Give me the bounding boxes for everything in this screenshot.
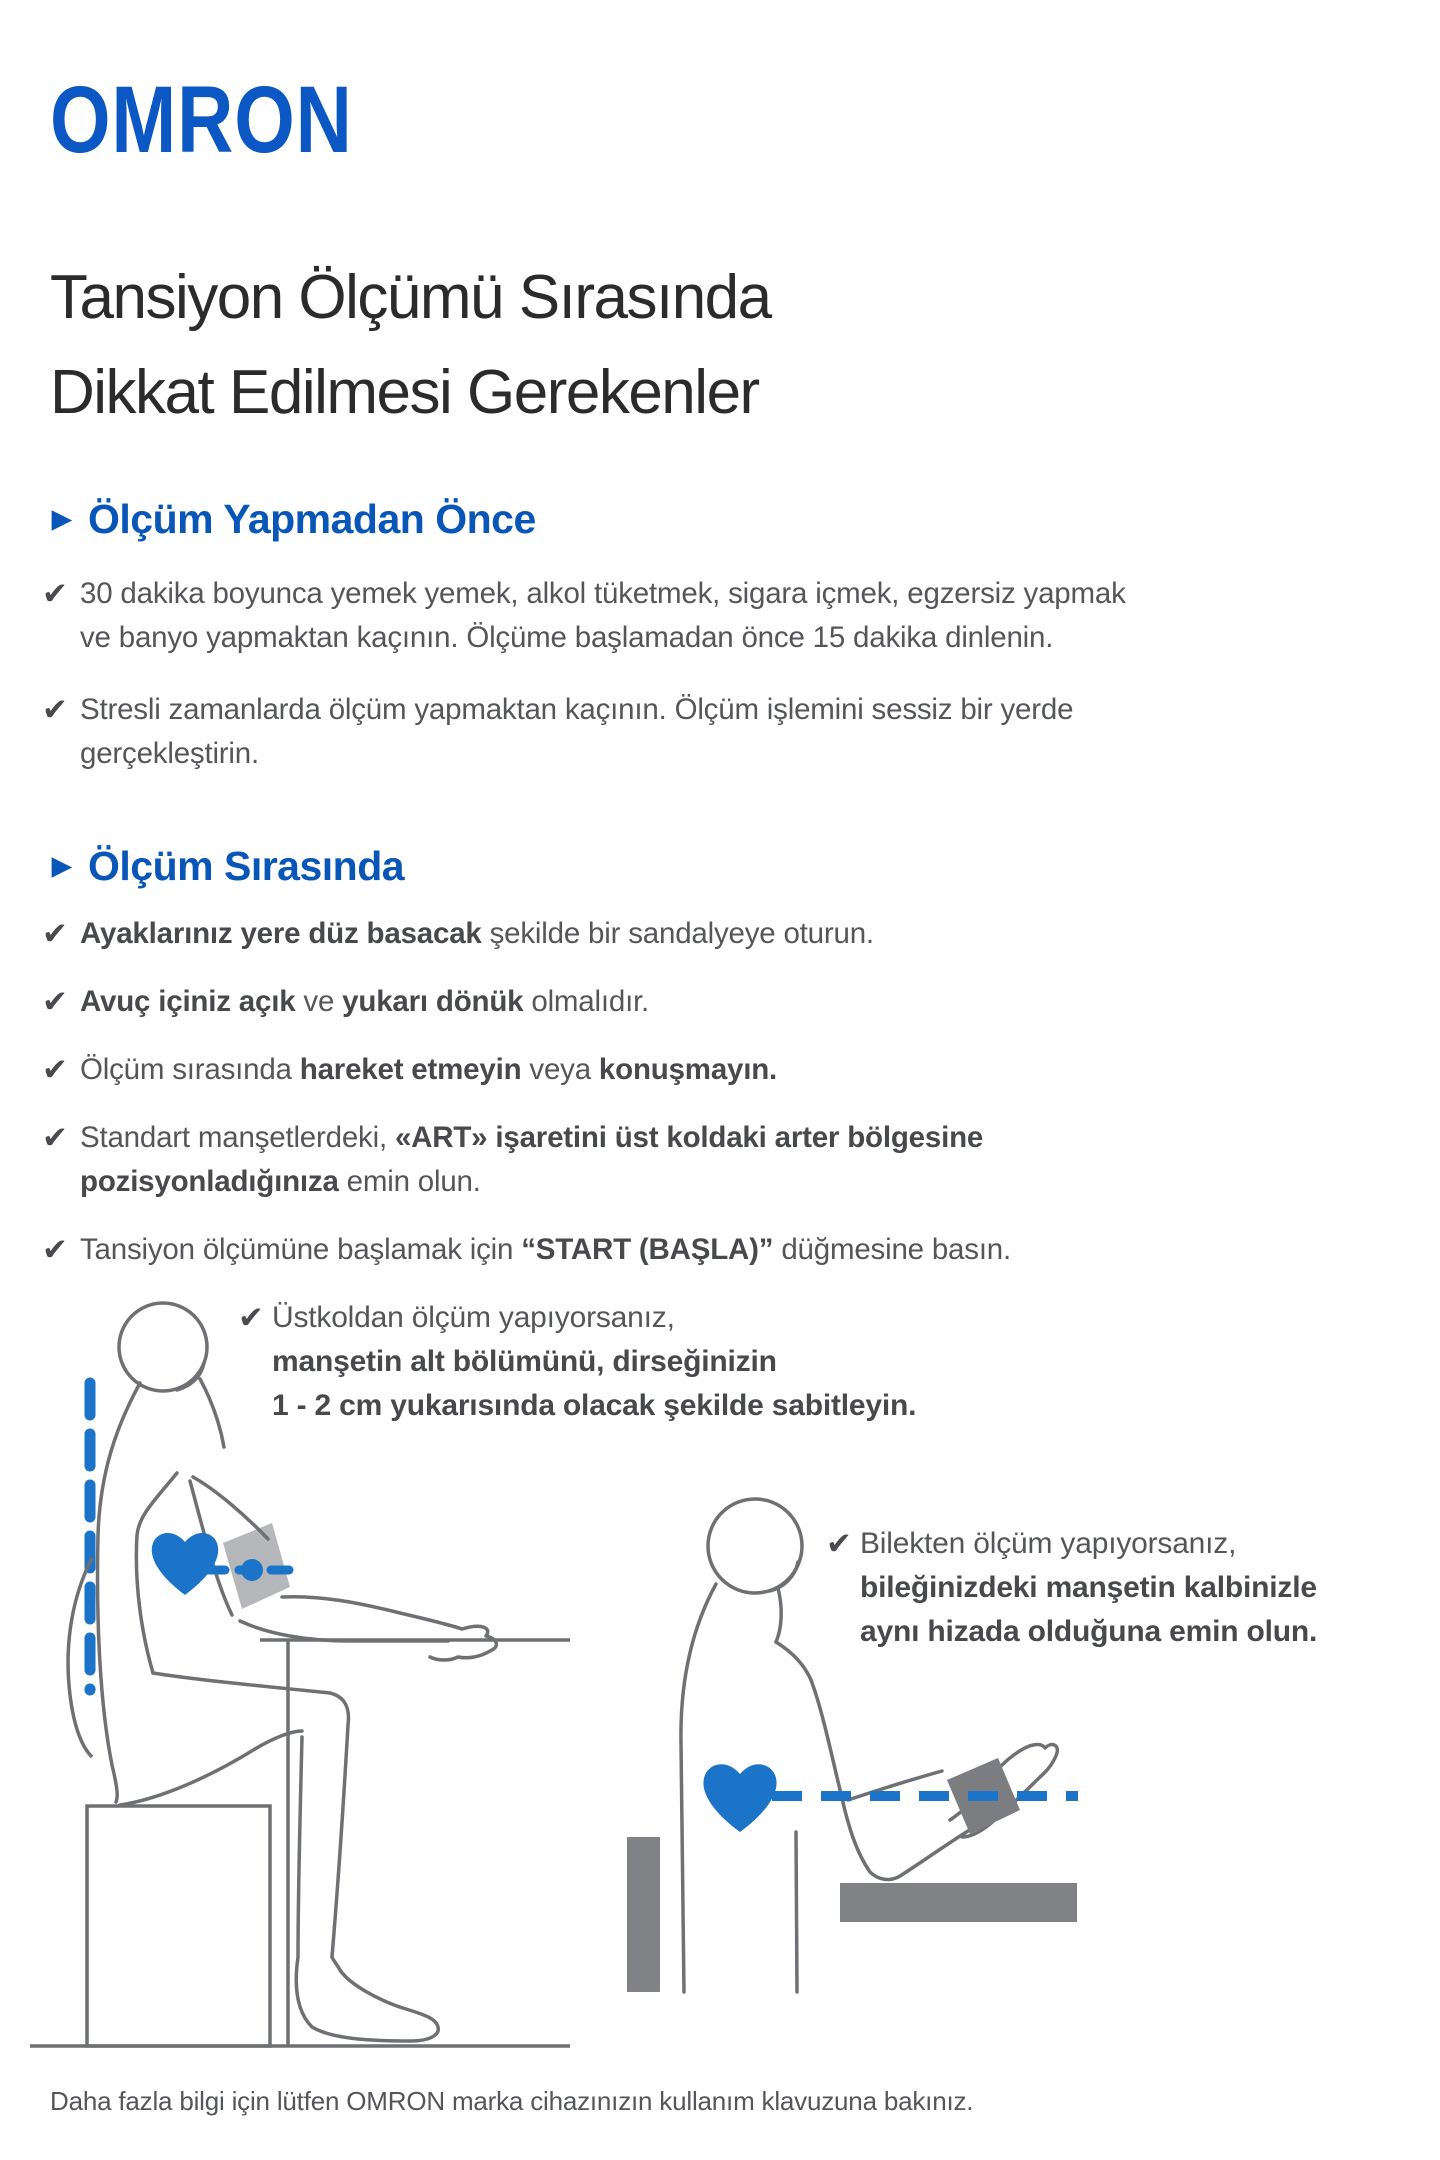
stool: [87, 1806, 270, 2046]
list-item-text: 30 dakika boyunca yemek yemek, alkol tüketmek, sigara içmek, egzersiz yapmak: [80, 577, 1126, 610]
list-item: [42, 572, 1410, 660]
triangle-bullet-icon: ▶: [52, 505, 71, 533]
list-item: [42, 1228, 1410, 1272]
list-item-text: düğmesine basın.: [773, 1233, 1012, 1266]
list-item-text: olmalıdır.: [523, 985, 650, 1018]
upper-arm-note: [238, 1296, 916, 1428]
note-line: manşetin alt bölümünü, dirseğinizin: [272, 1345, 777, 1378]
page-title-line1: Tansiyon Ölçümü Sırasında: [50, 263, 771, 332]
list-item-text: Stresli zamanlarda ölçüm yapmaktan kaçının. Ölçüm işlemini sessiz bir yerde: [80, 693, 1074, 726]
list-item-text: ve: [295, 985, 343, 1018]
list-item-text: veya: [521, 1053, 599, 1086]
note-line: Bilekten ölçüm yapıyorsanız,: [860, 1527, 1237, 1560]
list-item: [42, 980, 1410, 1024]
heart-icon: [703, 1764, 776, 1832]
checkmark-icon: ✔: [826, 1526, 852, 1561]
list-item-text: Ayaklarınız yere düz basacak: [80, 917, 482, 950]
checkmark-icon: ✔: [42, 1120, 68, 1155]
list-item-text: ve banyo yapmaktan kaçının. Ölçüme başlamadan önce 15 dakika dinlenin.: [80, 621, 1054, 654]
footer-note: Daha fazla bilgi için lütfen OMRON marka cihazınızın kullanım klavuzuna bakınız.: [50, 2086, 974, 2116]
list-item-text: şekilde bir sandalyeye oturun.: [481, 917, 874, 950]
note-line: aynı hizada olduğuna emin olun.: [860, 1615, 1318, 1648]
section-header-label: Ölçüm Yapmadan Önce: [88, 496, 536, 542]
note-line: Üstkoldan ölçüm yapıyorsanız,: [272, 1301, 675, 1334]
list-item: [42, 688, 1410, 776]
list-item-text: Tansiyon ölçümüne başlamak için: [80, 1233, 522, 1266]
list-item-text: Standart manşetlerdeki,: [80, 1121, 395, 1154]
section-header-label: Ölçüm Sırasında: [88, 843, 405, 889]
checkmark-icon: ✔: [42, 692, 68, 727]
table: [260, 1640, 570, 2046]
note-line: bileğinizdeki manşetin kalbinizle: [860, 1571, 1317, 1604]
checkmark-icon: ✔: [42, 1232, 68, 1267]
armrest: [840, 1883, 1077, 1922]
note-line: 1 - 2 cm yukarısında olacak şekilde sabitleyin.: [272, 1389, 917, 1422]
chair-back: [627, 1837, 660, 1992]
checkmark-icon: ✔: [238, 1300, 264, 1335]
list-item: [42, 1116, 1410, 1204]
checkmark-icon: ✔: [42, 916, 68, 951]
list-item-text: emin olun.: [338, 1165, 481, 1198]
section-header: [50, 493, 1410, 545]
list-item-text: pozisyonladığınıza: [80, 1165, 339, 1198]
omron-logo: OMRON: [50, 67, 353, 173]
page-title: [50, 250, 771, 440]
checkmark-icon: ✔: [42, 1052, 68, 1087]
artery-point-dot: [241, 1559, 263, 1581]
list-item-text: konuşmayın.: [598, 1053, 778, 1086]
checkmark-icon: ✔: [42, 576, 68, 611]
list-item-text: hareket etmeyin: [299, 1053, 522, 1086]
list-item-text: yukarı dönük: [342, 985, 524, 1018]
checkmark-icon: ✔: [42, 984, 68, 1019]
page-title-line2: Dikkat Edilmesi Gerekenler: [50, 358, 759, 427]
heart-icon: [152, 1533, 218, 1595]
section-header: [50, 840, 1410, 892]
section-before-measurement: [42, 493, 1410, 804]
section-during-measurement: [42, 840, 1410, 1296]
list-item-text: Ölçüm sırasında: [80, 1053, 300, 1086]
list-item: [42, 912, 1410, 956]
list-item: [42, 1048, 1410, 1092]
list-item-text: “START (BAŞLA)”: [521, 1233, 774, 1266]
list-item-text: gerçekleştirin.: [80, 737, 259, 770]
list-item-text: Avuç içiniz açık: [80, 985, 296, 1018]
triangle-bullet-icon: ▶: [52, 852, 71, 880]
list-item-text: «ART» işaretini üst koldaki arter bölgesine: [394, 1121, 984, 1154]
wrist-note: [826, 1522, 1317, 1654]
